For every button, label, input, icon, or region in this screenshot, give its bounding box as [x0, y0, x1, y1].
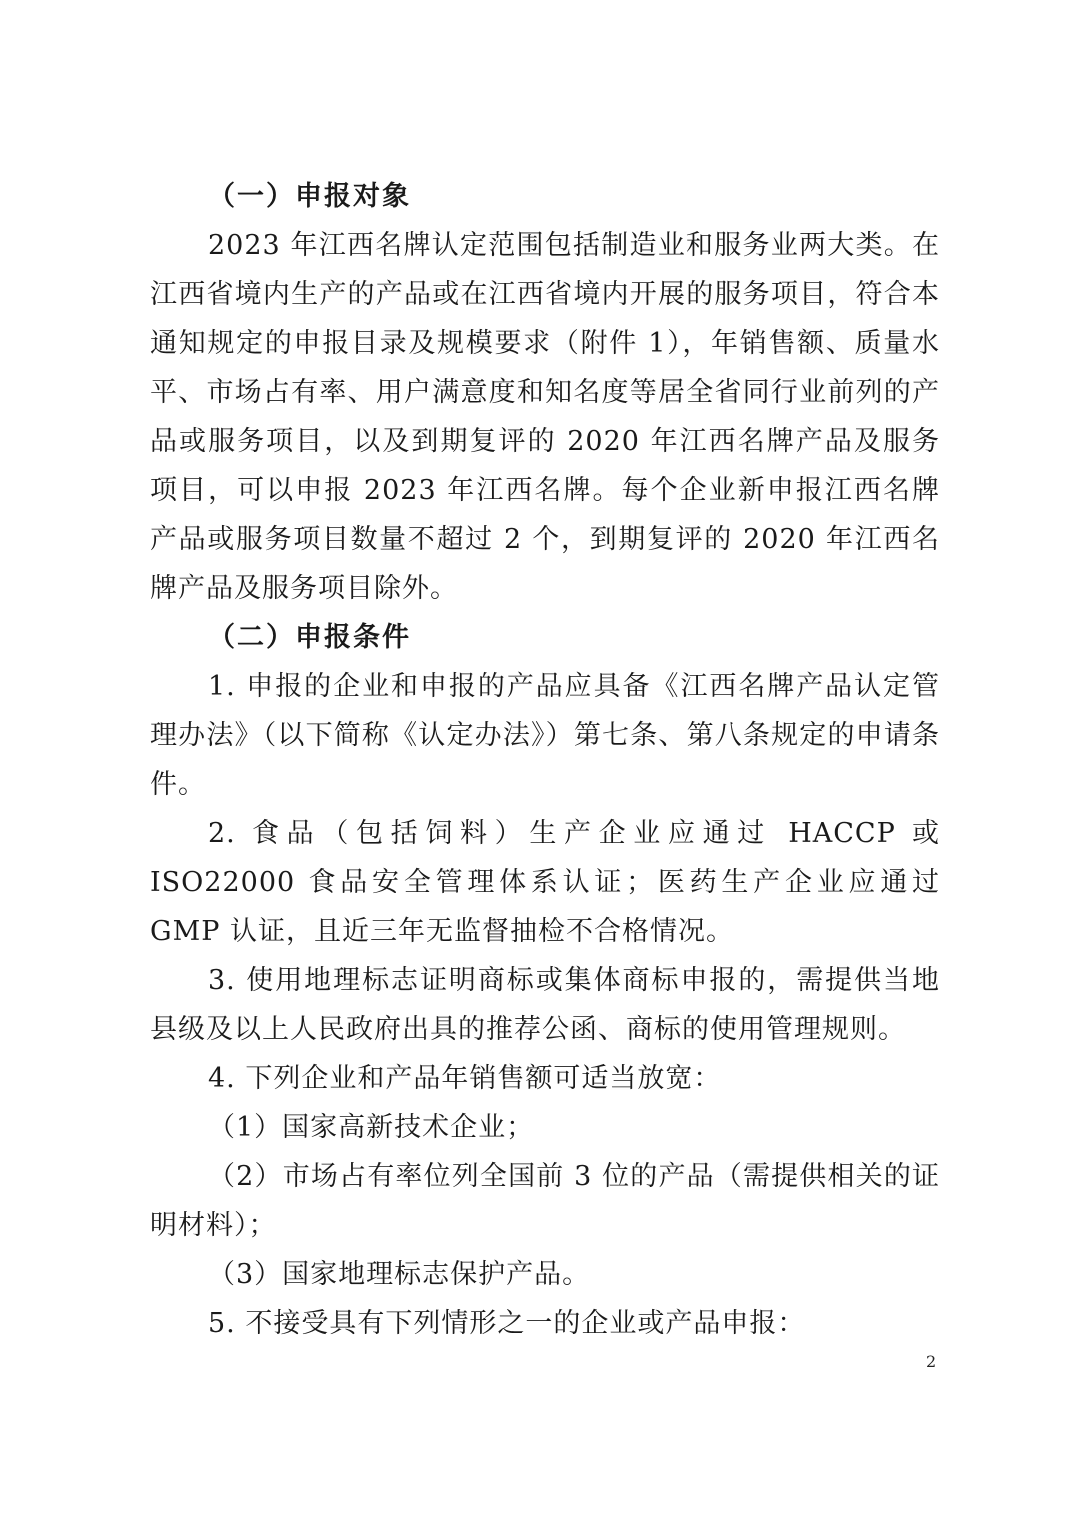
condition-subitem-2: （2）市场占有率位列全国前 3 位的产品（需提供相关的证明材料）； [150, 1161, 940, 1241]
page-number: 2 [926, 1352, 937, 1371]
condition-subitem-3: （3）国家地理标志保护产品。 [208, 1259, 591, 1290]
page-content [150, 172, 940, 1348]
section-heading-conditions: （二）申报条件 [208, 622, 411, 653]
section-heading-applicants: （一）申报对象 [208, 181, 411, 212]
condition-item-4: 4. 下列企业和产品年销售额可适当放宽： [208, 1063, 722, 1094]
condition-item-5: 5. 不接受具有下列情形之一的企业或产品申报： [208, 1308, 806, 1339]
condition-item-3: 3. 使用地理标志证明商标或集体商标申报的，需提供当地县级及以上人民政府出具的推荐公函、商标的使用管理规则。 [150, 965, 940, 1045]
condition-subitem-1: （1）国家高新技术企业； [208, 1112, 535, 1143]
condition-item-2: 2. 食品（包括饲料）生产企业应通过 HACCP 或 ISO22000 食品安全管理体系认证；医药生产企业应通过 GMP 认证，且近三年无监督抽检不合格情况。 [150, 818, 940, 947]
condition-item-1: 1. 申报的企业和申报的产品应具备《江西名牌产品认定管理办法》（以下简称《认定办法》）第七条、第八条规定的申请条件。 [150, 671, 940, 800]
applicants-paragraph: 2023 年江西名牌认定范围包括制造业和服务业两大类。在江西省境内生产的产品或在江西省境内开展的服务项目，符合本通知规定的申报目录及规模要求（附件 1），年销售额、质量水平、市场占有率、用户满意度和知名度等居全省同行业前列的产品或服务项目，以及到期复评的 2020 年江西名牌产品及服务项目，可以申报 2023 年江西名牌。每个企业新申报江西名牌产品或服务项目数量不超过 2 个，到期复评的 2020 年江西名牌产品及服务项目除外。 [150, 230, 940, 604]
